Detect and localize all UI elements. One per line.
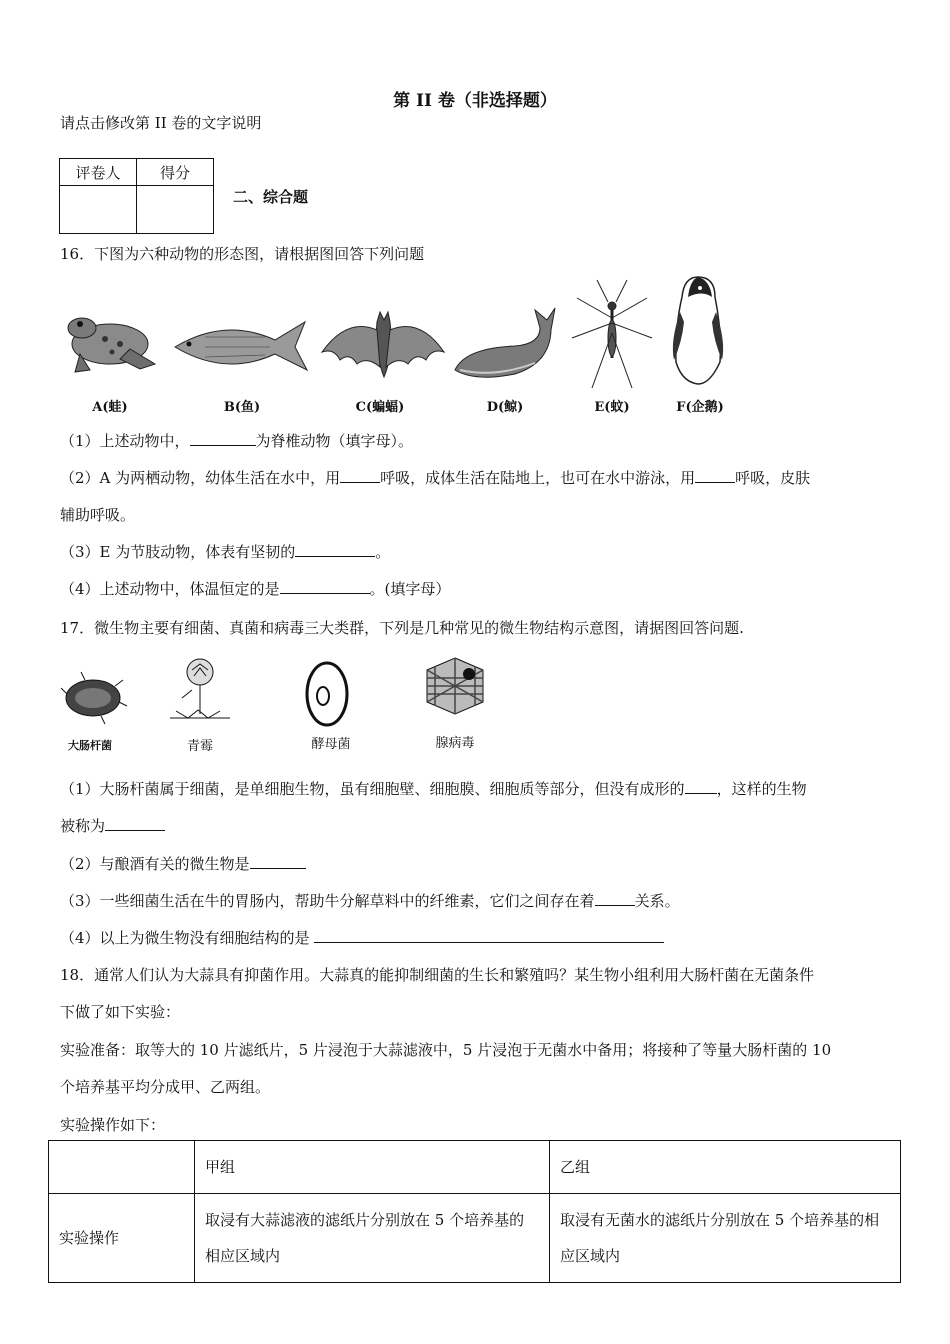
animal-label-e: E(蚊) (594, 400, 630, 415)
q18-stem-line1: 18．通常人们认为大蒜具有抑菌作用。大蒜真的能抑制细菌的生长和繁殖吗？某生物小组利用大肠杆菌在无菌条件 (60, 966, 815, 984)
answer-blank[interactable] (595, 891, 635, 906)
yeast-illustration (307, 663, 347, 725)
penguin-illustration (673, 277, 723, 384)
table-cell-yi: 取浸有无菌水的滤纸片分别放在 5 个培养基的相应区域内 (550, 1194, 901, 1283)
q18-stem-line2: 下做了如下实验： (60, 1003, 181, 1021)
score-header: 得分 (137, 159, 214, 186)
ecoli-illustration (61, 672, 127, 724)
q17-stem: 17．微生物主要有细菌、真菌和病毒三大类群，下列是几种常见的微生物结构示意图，请据图回答问题. (60, 619, 744, 637)
score-table (59, 158, 214, 234)
table-row-label: 实验操作 (49, 1194, 195, 1283)
table-cell-jia: 取浸有大蒜滤液的滤纸片分别放在 5 个培养基的相应区域内 (195, 1194, 550, 1283)
answer-blank[interactable] (280, 579, 370, 594)
score-cell (137, 186, 214, 234)
adenovirus-illustration (427, 658, 483, 714)
answer-blank[interactable] (295, 542, 375, 557)
answer-blank[interactable] (340, 468, 380, 483)
page-title: 第 II 卷（非选择题） (393, 91, 557, 111)
q16-part3: （3）E 为节肢动物，体表有坚韧的 。 (60, 543, 391, 561)
answer-blank[interactable] (105, 816, 165, 831)
grader-header: 评卷人 (60, 159, 137, 186)
q16-part2: （2）A 为两栖动物，幼体生活在水中，用 呼吸，成体生活在陆地上，也可在水中游泳，用 呼吸，皮肤 (60, 469, 811, 487)
microbe-label-penicillium: 青霉 (186, 739, 213, 754)
answer-blank[interactable] (695, 468, 735, 483)
q16-part1: （1）上述动物中， 为脊椎动物（填字母）。 (60, 432, 414, 450)
section-instruction[interactable]: 请点击修改第 II 卷的文字说明 (60, 114, 262, 132)
microbe-label-yeast: 酵母菌 (311, 737, 351, 752)
answer-blank[interactable] (250, 854, 306, 869)
microbe-figure (60, 656, 500, 736)
animal-label-f: F(企鹅) (676, 400, 724, 415)
table-header-jia: 甲组 (195, 1141, 550, 1194)
section-heading: 二、综合题 (233, 188, 309, 206)
animal-label-c: C(蝙蝠) (355, 400, 405, 415)
bat-illustration (322, 312, 444, 377)
answer-blank[interactable] (314, 928, 664, 943)
q17-part1-cont: 被称为 (60, 815, 165, 836)
mosquito-illustration (572, 280, 652, 388)
animal-figure (60, 272, 740, 390)
q17-part2: （2）与酿酒有关的微生物是 (60, 853, 306, 874)
q17-part3: （3）一些细菌生活在牛的胃肠内，帮助牛分解草料中的纤维素，它们之间存在着 关系。 (60, 892, 680, 910)
q17-part1: （1）大肠杆菌属于细菌，是单细胞生物，虽有细胞壁、细胞膜、细胞质等部分，但没有成形的 ，这样的生物 (60, 780, 807, 798)
table-header-yi: 乙组 (550, 1141, 901, 1194)
animal-label-d: D(鲸) (486, 400, 524, 415)
q18-ops-label: 实验操作如下： (60, 1116, 166, 1134)
q16-part4: （4）上述动物中，体温恒定的是 。(填字母） (60, 580, 451, 598)
animal-label-b: B(鱼) (223, 400, 261, 415)
q18-prep-line2: 个培养基平均分成甲、乙两组。 (60, 1078, 271, 1096)
microbe-label-adenovirus: 腺病毒 (435, 736, 475, 751)
q18-prep-line1: 实验准备：取等大的 10 片滤纸片，5 片浸泡于大蒜滤液中，5 片浸泡于无菌水中备用；将接种了等量大肠杆菌的 10 (60, 1041, 832, 1059)
frog-illustration (68, 318, 155, 372)
q17-part4: （4）以上为微生物没有细胞结构的是 (60, 927, 664, 948)
microbe-label-ecoli: 大肠杆菌 (68, 739, 112, 752)
grader-cell (60, 186, 137, 234)
fish-illustration (175, 322, 307, 370)
experiment-table (48, 1140, 901, 1283)
penicillium-illustration (170, 659, 230, 718)
animal-label-a: A(蛙) (92, 400, 128, 415)
answer-blank[interactable] (190, 431, 256, 446)
table-header-empty (49, 1141, 195, 1194)
q16-stem: 16．下图为六种动物的形态图，请根据图回答下列问题 (60, 245, 425, 263)
answer-blank[interactable] (685, 779, 717, 794)
whale-illustration (455, 308, 555, 377)
q16-part2-cont: 辅助呼吸。 (60, 506, 136, 524)
